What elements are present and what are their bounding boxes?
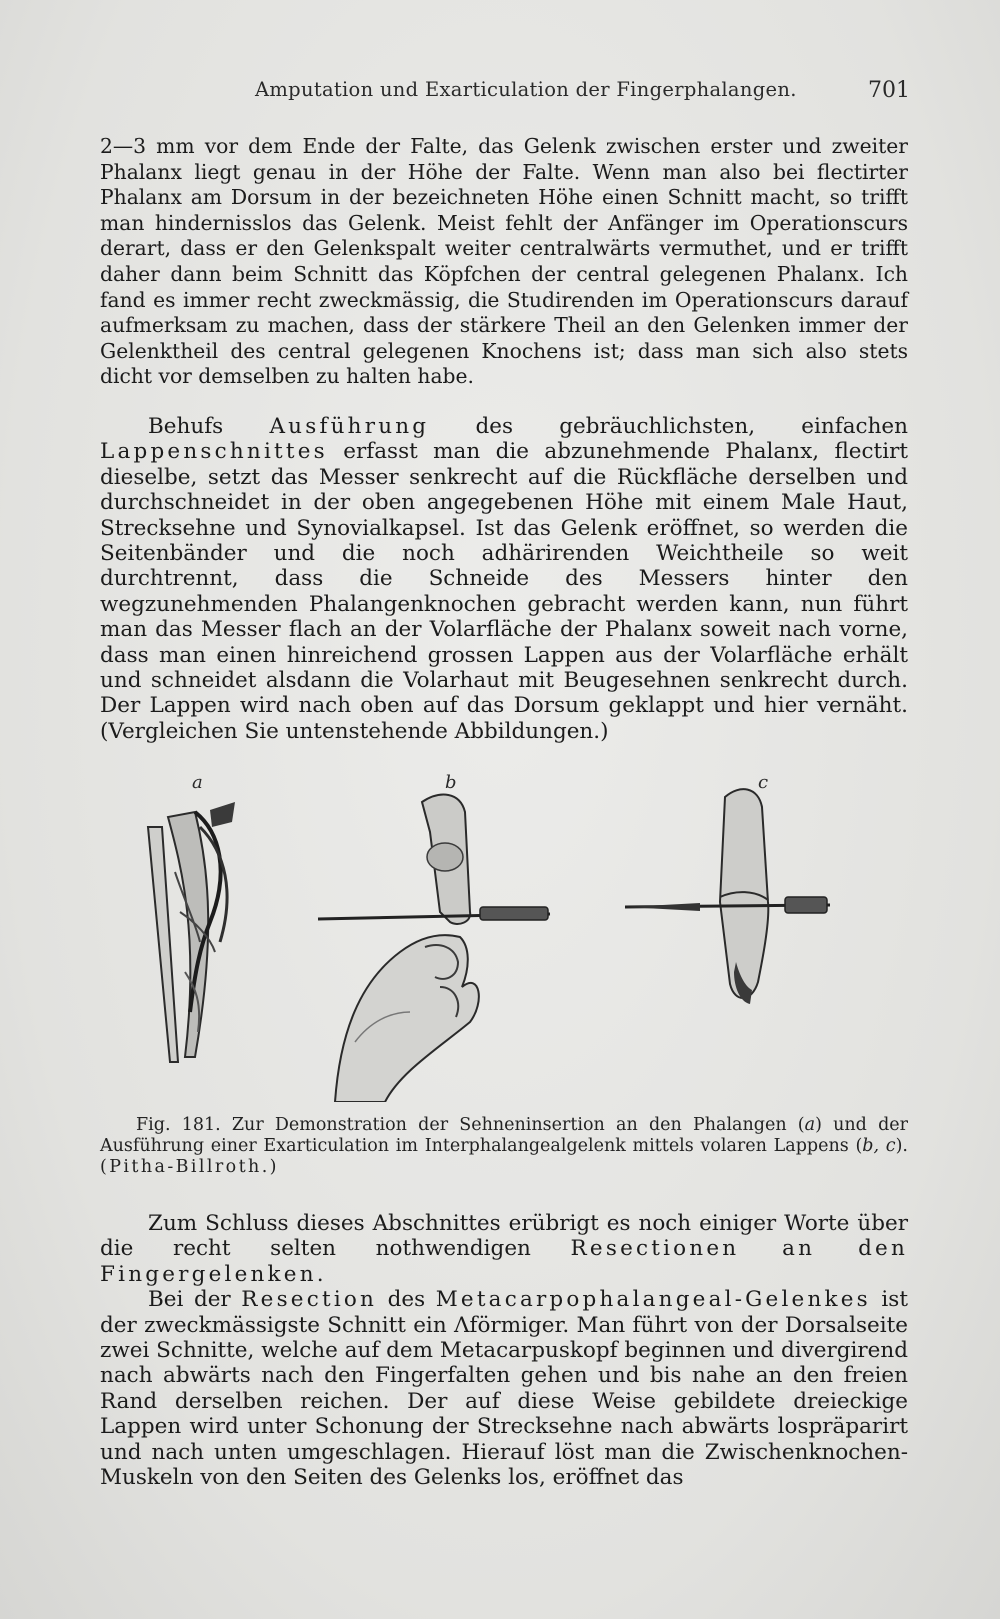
para2-emph-ausfuehrung: Ausführung [269, 414, 430, 439]
paragraph-3-4 [100, 1211, 908, 1490]
para4-text-2: des [377, 1287, 436, 1313]
para4-emph-resection: Resection [241, 1287, 378, 1313]
caption-bc: b, c [862, 1136, 896, 1156]
figure-label-b: b [445, 772, 457, 793]
illustration-b-hand-knife [318, 795, 550, 1102]
para4-text-4: förmiger. Man führt von der Dorsalseite zwei Schnitte, welche auf dem Metacarpuskopf beginnen und divergirend nach abwärts nach den Fingerfalten gehen und bis nahe an den freien Rand derselben reichen. Der auf diese Weise gebildete dreieckige Lappen wird unter Schonung der Strecksehne nach abwärts lospräparirt und nach unten umgeschlagen. Hierauf löst man die Zwischenknochen-Muskeln von den Seiten des Gelenks los, eröffnet das [100, 1312, 909, 1491]
paragraph-1-text: 2—3 mm vor dem Ende der Falte, das Gelenk zwischen erster und zweiter Phalanx liegt genau in der Höhe der Falte. Wenn man also bei flectirter Phalanx am Dorsum in der bezeichneten Höhe einen Schnitt macht, so trifft man hindernisslos das Gelenk. Meist fehlt der Anfänger im Operationscurs derart, dass er den Gelenkspalt weiter centralwärts vermuthet, und er trifft daher dann beim Schnitt das Köpfchen der central gelegenen Phalanx. Ich fand es immer recht zweckmässig, die Studirenden im Operationscurs darauf aufmerksam zu machen, dass der stärkere Theil an den Gelenken immer der Gelenktheil des central gelegenen Knochens ist; dass man sich also stets dicht vor demselben zu halten habe. [100, 134, 908, 389]
caption-mid: ) und der Ausführung einer Exarticulation im Interphalangealgelenk mittels volaren Lappens ( [100, 1115, 909, 1156]
para4-emph-gelenkes: Metacarpophalangeal-Gelenkes [435, 1287, 871, 1313]
figure-181 [140, 772, 900, 1102]
lambda-glyph: Λ [454, 1312, 470, 1338]
page-header [100, 72, 910, 112]
para2-emph-lappenschnittes: Lappenschnittes [100, 439, 328, 465]
paragraph-2 [100, 414, 908, 744]
paragraph-3-text [100, 1211, 908, 1287]
caption-authors: (Pitha-Billroth.) [100, 1157, 279, 1177]
para2-text-3: erfasst man die abzunehmende Phalanx, flectirt dieselbe, setzt das Messer senkrecht auf die Rückfläche derselben und durchschneidet in der oben angegebenen Höhe mit einem Male Haut, Strecksehne und Synovialkapsel. Ist das Gelenk eröffnet, so werden die Seitenbänder und die noch adhärirenden Weichtheile so weit durchtrennt, dass die Schneide des Messers hinter den wegzunehmenden Phalangenknochen gebracht werden kann, nun führt man das Messer flach an der Volarfläche der Phalanx soweit nach vorne, dass man einen hinreichend grossen Lappen aus der Volarfläche erhält und schneidet alsdann die Volarhaut mit Beugesehnen senkrecht durch. Der Lappen wird nach oben auf das Dorsum geklappt und hier vernäht. (Vergleichen Sie untenstehende Abbildungen.) [100, 439, 908, 744]
caption-prefix: Fig. 181. Zur Demonstration der Sehneninsertion an den Phalangen ( [136, 1115, 805, 1135]
para2-text-1: Behufs [148, 414, 270, 439]
illustration-a-tendons [148, 802, 235, 1062]
caption-end: ). [895, 1136, 908, 1156]
page-number: 701 [868, 78, 910, 103]
para3-text-1: Zum Schluss dieses Abschnittes erübrigt es noch einiger Worte über die recht selten nothwendigen [100, 1211, 908, 1262]
figure-illustrations [140, 772, 900, 1102]
figure-label-c: c [758, 772, 769, 793]
paragraph-2-text [100, 414, 908, 744]
para3-text-2: . [316, 1261, 324, 1287]
paragraph-4-text [100, 1287, 908, 1490]
figure-caption [100, 1115, 908, 1178]
figure-caption-text [100, 1115, 908, 1178]
caption-a: a [804, 1115, 816, 1135]
para4-text-1: Bei der [148, 1287, 242, 1313]
figure-label-a: a [192, 772, 203, 793]
para3-emph-resectionen: Resectionen an den Fingergelenken [100, 1236, 909, 1287]
para2-text-2: des gebräuchlichsten, einfachen [429, 414, 908, 439]
paragraph-1 [100, 134, 908, 390]
illustration-c-finger-flap [625, 789, 830, 1004]
running-title: Amputation und Exarticulation der Fingerphalangen. [255, 78, 797, 101]
para4-text-3: ist der zweckmässigste Schnitt ein [100, 1287, 908, 1338]
